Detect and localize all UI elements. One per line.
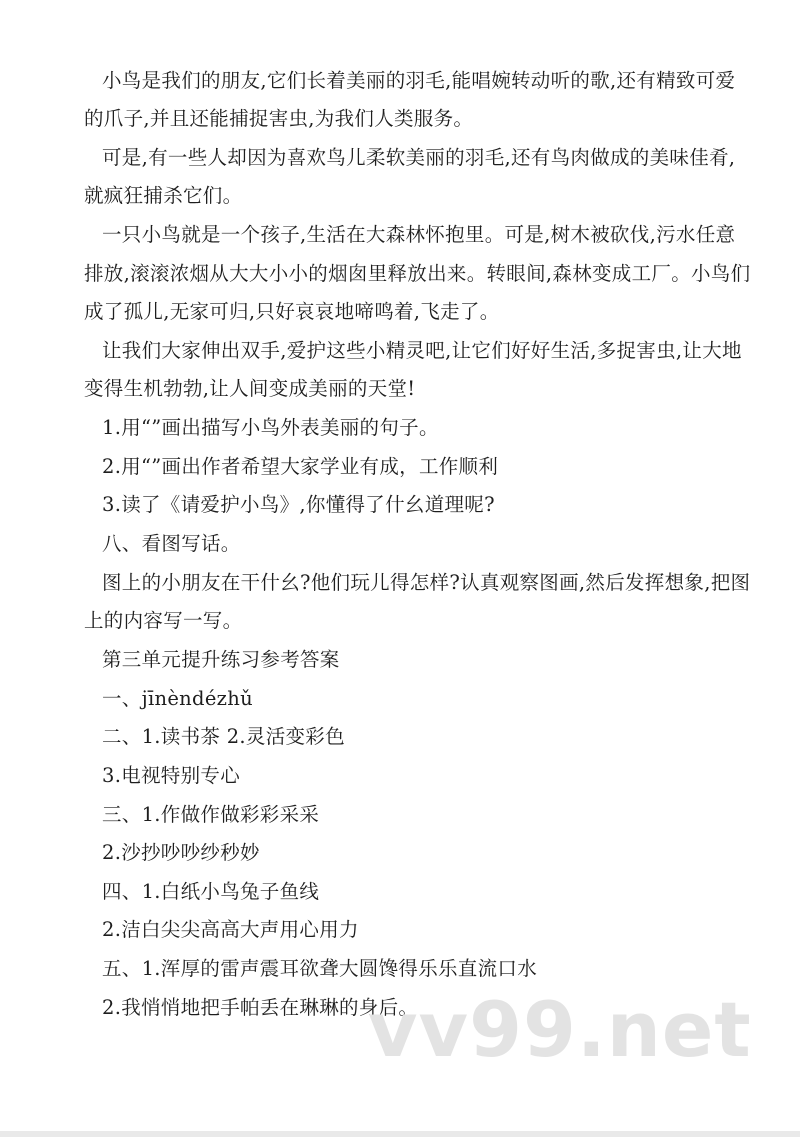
- answer-line: 2.沙抄吵吵纱秒妙: [102, 841, 260, 864]
- answer-line: 二、1.读书茶 2.灵活变彩色: [102, 725, 345, 748]
- answer-line: 3.电视特别专心: [102, 764, 241, 787]
- text-line: 小鸟是我们的朋友,它们长着美丽的羽毛,能唱婉转动听的歌,还有精致可爱: [102, 69, 736, 92]
- text-line: 排放,滚滚浓烟从大大小小的烟囱里释放出来。转眼间,森林变成工厂。小鸟们: [84, 262, 751, 285]
- answer-line: 五、1.浑厚的雷声震耳欲聋大圆馋得乐乐直流口水: [102, 957, 538, 980]
- text-line: 成了孤儿,无家可归,只好哀哀地啼鸣着,飞走了。: [84, 300, 500, 323]
- question-line: 1.用“”画出描写小鸟外表美丽的句子。: [102, 416, 439, 439]
- section-heading: 八、看图写话。: [102, 532, 241, 555]
- watermark: vv99.net: [368, 985, 752, 1074]
- answer-line: 2.洁白尖尖高高大声用心用力: [102, 918, 359, 941]
- question-line: 3.读了《请爱护小鸟》,你懂得了什幺道理呢?: [102, 493, 495, 516]
- text-line: 的爪子,并且还能捕捉害虫,为我们人类服务。: [84, 107, 474, 130]
- text-line: 变得生机勃勃,让人间变成美丽的天堂!: [84, 377, 416, 400]
- answer-key-title: 第三单元提升练习参考答案: [102, 648, 340, 671]
- answer-line: 四、1.白纸小鸟兔子鱼线: [102, 880, 320, 903]
- answer-line: 2.我悄悄地把手帕丢在琳琳的身后。: [102, 996, 419, 1019]
- text-line: 图上的小朋友在干什幺?他们玩儿得怎样?认真观察图画,然后发挥想象,把图: [102, 571, 751, 594]
- question-line: 2.用“”画出作者希望大家学业有成，工作顺利: [102, 455, 499, 478]
- text-line: 上的内容写一写。: [84, 609, 243, 632]
- text-line: 一只小鸟就是一个孩子,生活在大森林怀抱里。可是,树木被砍伐,污水任意: [102, 223, 736, 246]
- answer-line: 三、1.作做作做彩彩采采: [102, 803, 320, 826]
- text-line: 可是,有一些人却因为喜欢鸟儿柔软美丽的羽毛,还有鸟肉做成的美味佳肴,: [102, 146, 736, 169]
- text-line: 就疯狂捕杀它们。: [84, 184, 243, 207]
- answer-line: 一、jīnèndézhǔ: [102, 687, 253, 710]
- text-line: 让我们大家伸出双手,爱护这些小精灵吧,让它们好好生活,多捉害虫,让大地: [102, 339, 742, 362]
- page-bottom-divider: [0, 1131, 800, 1137]
